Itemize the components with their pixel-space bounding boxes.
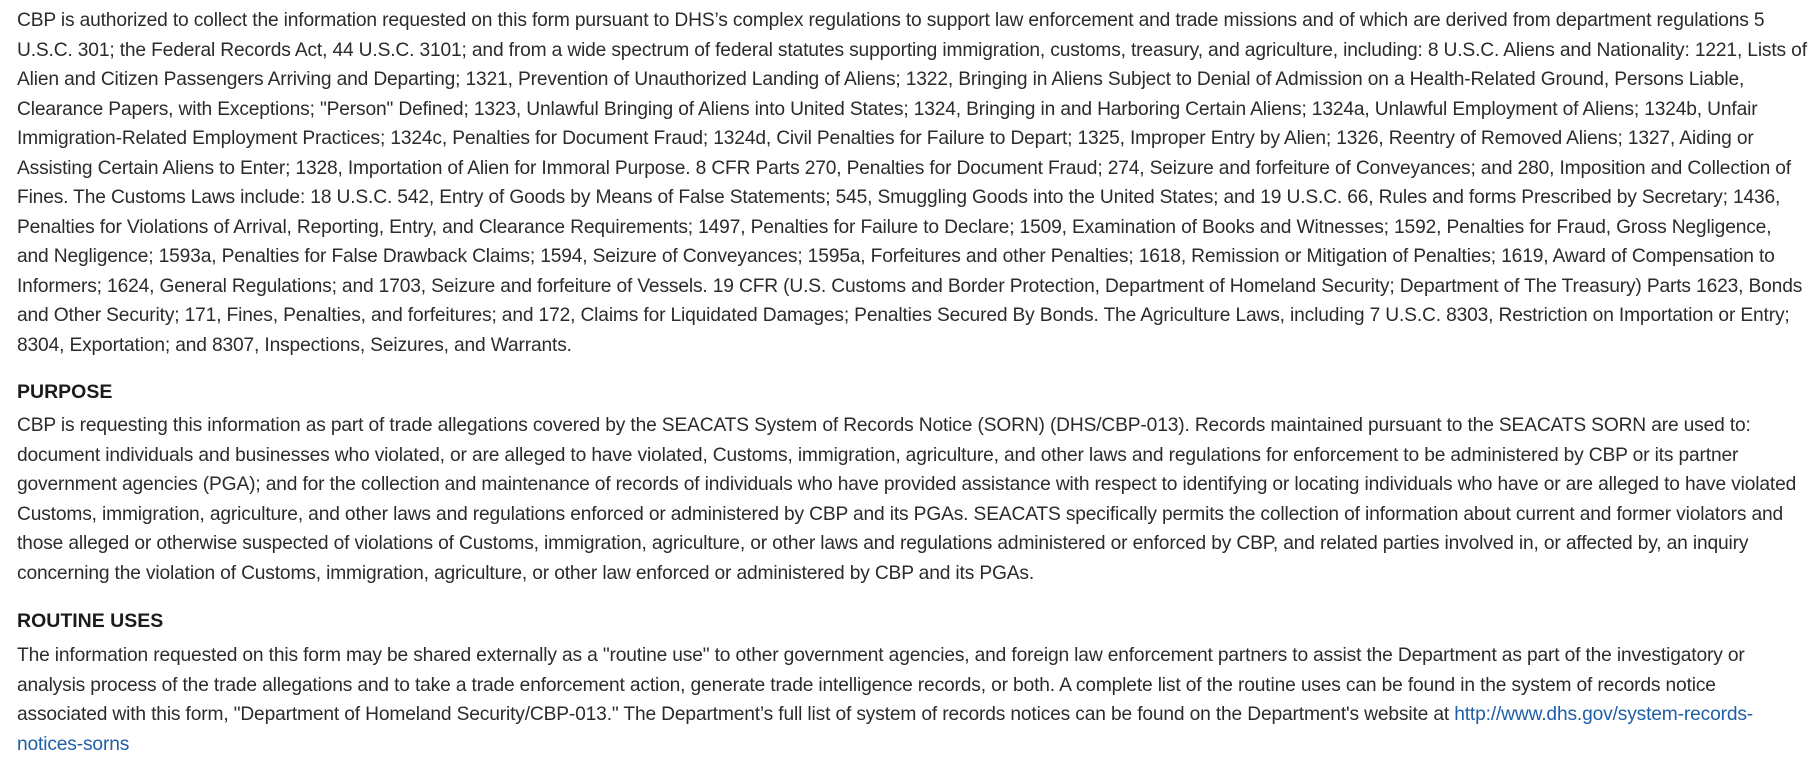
routine-uses-text: The information requested on this form may be shared externally as a "routine use" to other government agencies, and foreign law enforcement partners to assist the Department as part of the investigatory or analysis process of the trade allegations and to take a trade enforcement action, generate trade intelligence records, or both. A complete list of the routine uses can be found in the system of records notice associated with this form, "Department of Homeland Security/CBP-013." The Department’s full list of system of records notices can be found on the Department's website at bbox=[17, 645, 1745, 725]
routine-uses-paragraph bbox=[17, 641, 1807, 759]
routine-uses-heading: ROUTINE USES bbox=[17, 610, 164, 632]
purpose-paragraph: CBP is requesting this information as part of trade allegations covered by the SEACATS System of Records Notice (SORN) (DHS/CBP-013). Records maintained pursuant to the SEACATS SORN are used to: document individuals and businesses who violated, or are alleged to have violated, Customs, immigration, agriculture, and other laws and regulations for enforcement to be administered by CBP or its partner government agencies (PGA); and for the collection and maintenance of records of individuals who have provided assistance with respect to identifying or locating individuals who have or are alleged to have violated Customs, immigration, agriculture, and other laws and regulations enforced or administered by CBP and its PGAs. SEACATS specifically permits the collection of information about current and former violators and those alleged or otherwise suspected of violations of Customs, immigration, agriculture, or other laws and regulations administered or enforced by CBP, and related parties involved in, or affected by, an inquiry concerning the violation of Customs, immigration, agriculture, or other law enforced or administered by CBP and its PGAs. bbox=[17, 415, 1797, 584]
dhs-sorn-link[interactable]: http://www.dhs.gov/system-records-notices-sorns bbox=[17, 704, 1754, 755]
authority-paragraph: CBP is authorized to collect the information requested on this form pursuant to DHS’s complex regulations to support law enforcement and trade missions and of which are derived from department regulations 5 U.S.C. 301; the Federal Records Act, 44 U.S.C. 3101; and from a wide spectrum of federal statutes supporting immigration, customs, treasury, and agriculture, including: 8 U.S.C. Aliens and Nationality: 1221, Lists of Alien and Citizen Passengers Arriving and Departing; 1321, Prevention of Unauthorized Landing of Aliens; 1322, Bringing in Aliens Subject to Denial of Admission on a Health-Related Ground, Persons Liable, Clearance Papers, with Exceptions; "Person" Defined; 1323, Unlawful Bringing of Aliens into United States; 1324, Bringing in and Harboring Certain Aliens; 1324a, Unlawful Employment of Aliens; 1324b, Unfair Immigration-Related Employment Practices; 1324c, Penalties for Document Fraud; 1324d, Civil Penalties for Failure to Depart; 1325, Improper Entry by Alien; 1326, Reentry of Removed Aliens; 1327, Aiding or Assisting Certain Aliens to Enter; 1328, Importation of Alien for Immoral Purpose. 8 CFR Parts 270, Penalties for Document Fraud; 274, Seizure and forfeiture of Conveyances; and 280, Imposition and Collection of Fines. The Customs Laws include: 18 U.S.C. 542, Entry of Goods by Means of False Statements; 545, Smuggling Goods into the United States; and 19 U.S.C. 66, Rules and forms Prescribed by Secretary; 1436, Penalties for Violations of Arrival, Reporting, Entry, and Clearance Requirements; 1497, Penalties for Failure to Declare; 1509, Examination of Books and Witnesses; 1592, Penalties for Fraud, Gross Negligence, and Negligence; 1593a, Penalties for False Drawback Claims; 1594, Seizure of Conveyances; 1595a, Forfeitures and other Penalties; 1618, Remission or Mitigation of Penalties; 1619, Award of Compensation to Informers; 1624, General Regulations; and 1703, Seizure and forfeiture of Vessels. 19 CFR (U.S. Customs and Border Protection, Department of Homeland Security; Department of The Treasury) Parts 1623, Bonds and Other Security; 171, Fines, Penalties, and forfeitures; and 172, Claims for Liquidated Damages; Penalties Secured By Bonds. The Agriculture Laws, including 7 U.S.C. 8303, Restriction on Importation or Entry; 8304, Exportation; and 8307, Inspections, Seizures, and Warrants. bbox=[17, 10, 1807, 356]
purpose-heading: PURPOSE bbox=[17, 381, 113, 403]
